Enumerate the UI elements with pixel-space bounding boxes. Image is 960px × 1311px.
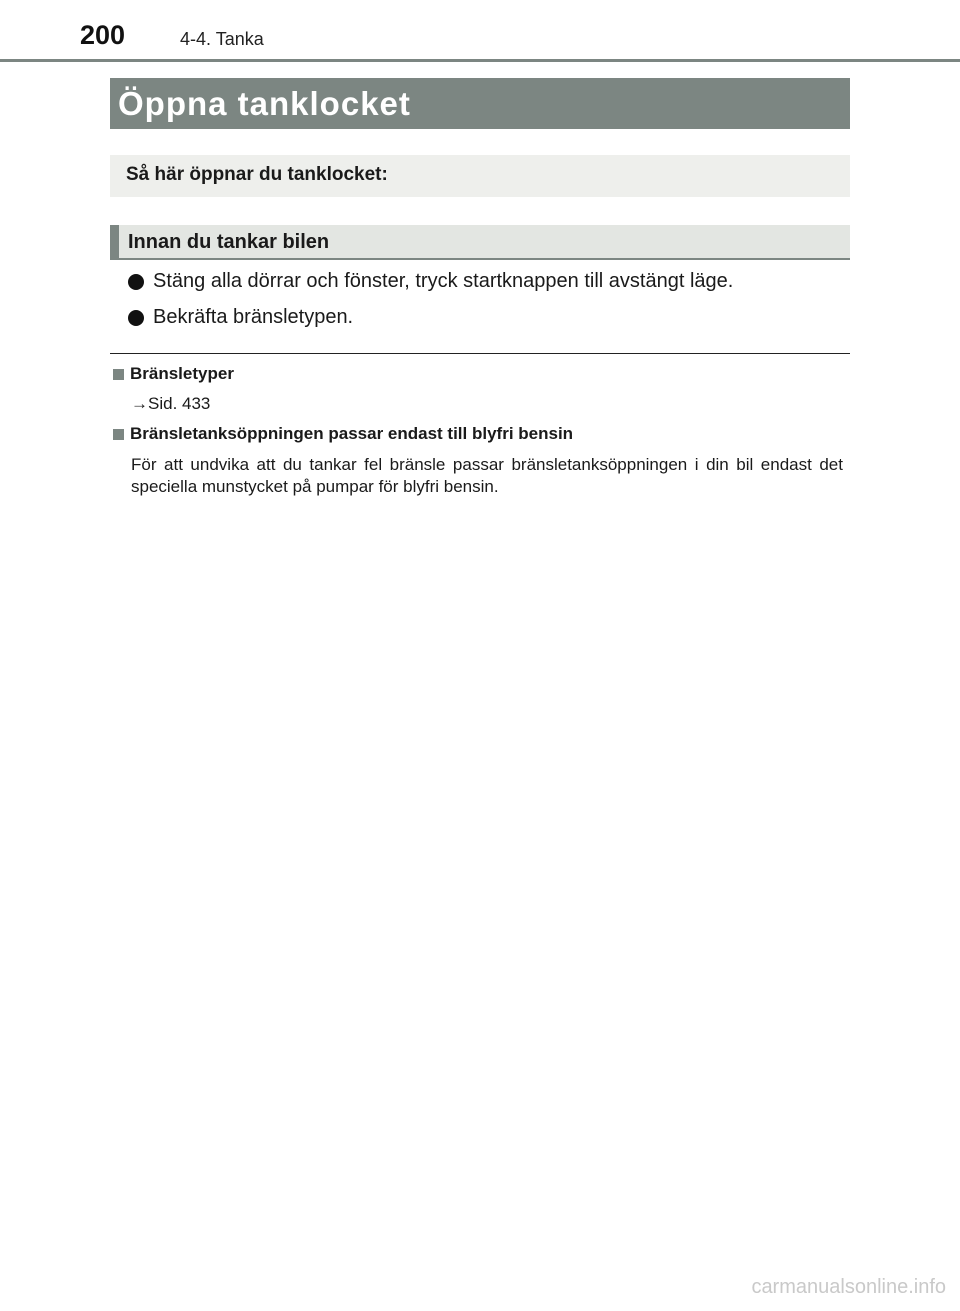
note-body-text: För att undvika att du tankar fel bränsle passar bränsletanksöppningen i din bil endast det speciella munstycket på pumpar för blyfri bensin. (131, 455, 843, 496)
square-bullet-icon (113, 369, 124, 380)
bullet-dot-icon (128, 274, 144, 290)
note-heading (113, 424, 573, 444)
sub-heading-accent-bar (110, 225, 119, 260)
bullet-text: Stäng alla dörrar och fönster, tryck startknappen till avstängt läge. (153, 270, 734, 292)
note-heading (113, 364, 234, 384)
intro-box (110, 155, 850, 197)
section-title-bar (110, 78, 850, 129)
bullet-dot-icon (128, 310, 144, 326)
section-title: Öppna tanklocket (118, 85, 411, 122)
arrow-icon: → (131, 394, 148, 413)
page-reference-link[interactable]: Sid. 433 (148, 394, 211, 413)
bullet-item (128, 306, 353, 329)
intro-text: Så här öppnar du tanklocket: (126, 164, 388, 185)
sub-heading-text: Innan du tankar bilen (128, 231, 330, 253)
bullet-text: Bekräfta bränsletypen. (153, 306, 354, 328)
square-bullet-icon (113, 429, 124, 440)
sub-heading (110, 225, 850, 260)
notes-divider (110, 353, 850, 354)
watermark: carmanualsonline.info (751, 1276, 946, 1298)
chapter-title: 4-4. Tanka (180, 29, 264, 49)
bullet-item (128, 270, 733, 293)
header-rule (0, 59, 960, 62)
note-heading-text: Bränsletyper (130, 364, 234, 383)
page-number: 200 (80, 20, 126, 50)
note-heading-text: Bränsletanksöppningen passar endast till blyfri bensin (130, 424, 574, 443)
note-reference (131, 393, 210, 415)
page-header (0, 0, 960, 64)
